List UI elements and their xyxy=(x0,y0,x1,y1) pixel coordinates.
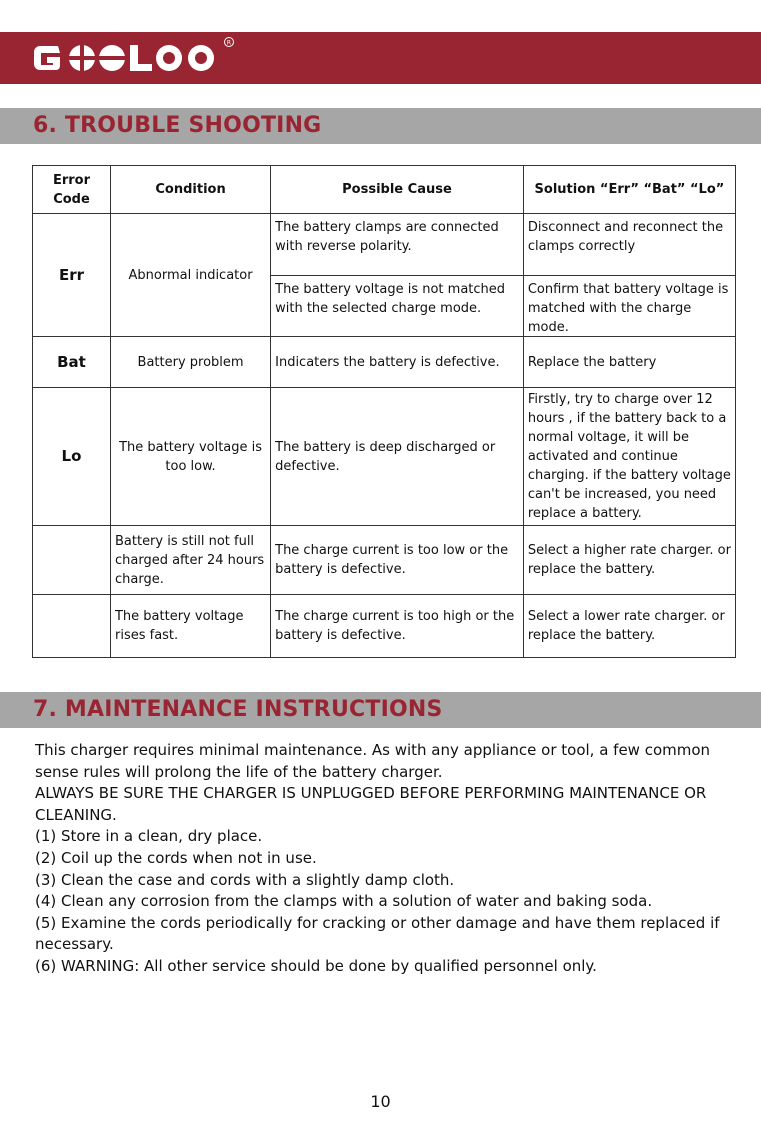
table-row xyxy=(33,337,736,388)
condition-cell: Battery is still not full charged after 24 hours charge. xyxy=(110,526,270,595)
condition-cell: Abnormal indicator xyxy=(110,214,270,337)
maintenance-instructions xyxy=(35,740,735,978)
solution-cell: Replace the battery xyxy=(523,337,735,388)
cause-text: The battery voltage is not matched with the selected charge mode. xyxy=(271,275,523,336)
maintenance-warning: ALWAYS BE SURE THE CHARGER IS UNPLUGGED BEFORE PERFORMING MAINTENANCE OR CLEANING. xyxy=(35,784,707,824)
maintenance-step: (3) Clean the case and cords with a slightly damp cloth. xyxy=(35,870,455,889)
cause-cell: The charge current is too high or the battery is defective. xyxy=(271,595,524,658)
header-possible-cause: Possible Cause xyxy=(271,166,524,214)
error-code-cell: Lo xyxy=(33,388,111,526)
error-code-cell: Bat xyxy=(33,337,111,388)
section-7-title: 7. MAINTENANCE INSTRUCTIONS xyxy=(33,697,443,722)
error-code-cell xyxy=(33,526,111,595)
maintenance-step: (2) Coil up the cords when not in use. xyxy=(35,848,317,867)
brand-logo xyxy=(30,36,240,80)
svg-text:R: R xyxy=(226,39,232,47)
solution-cell xyxy=(523,214,735,337)
table-row xyxy=(33,214,736,337)
error-code-cell xyxy=(33,595,111,658)
solution-text: Confirm that battery voltage is matched with the charge mode. xyxy=(524,275,735,336)
cause-cell: The battery is deep discharged or defective. xyxy=(271,388,524,526)
maintenance-paragraph: This charger requires minimal maintenance. As with any appliance or tool, a few common sense rules will prolong the life of the battery charger. xyxy=(35,741,711,781)
cause-cell: Indicaters the battery is defective. xyxy=(271,337,524,388)
troubleshooting-table xyxy=(32,165,736,658)
table-header-row xyxy=(33,166,736,214)
cause-cell xyxy=(271,214,524,337)
header-error-code: Error Code xyxy=(33,166,111,214)
condition-cell: The battery voltage is too low. xyxy=(110,388,270,526)
table-row xyxy=(33,388,736,526)
condition-cell: The battery voltage rises fast. xyxy=(110,595,270,658)
section-6-title: 6. TROUBLE SHOOTING xyxy=(33,113,322,138)
maintenance-step: (1) Store in a clean, dry place. xyxy=(35,827,263,846)
solution-cell: Select a higher rate charger. or replace the battery. xyxy=(523,526,735,595)
table-row xyxy=(33,526,736,595)
header-solution: Solution “Err” “Bat” “Lo” xyxy=(523,166,735,214)
maintenance-step: (5) Examine the cords periodically for cracking or other damage and have them replaced if necessary. xyxy=(35,913,720,954)
error-code-cell: Err xyxy=(33,214,111,337)
solution-cell: Select a lower rate charger. or replace the battery. xyxy=(523,595,735,658)
page-number: 10 xyxy=(370,1092,391,1111)
cause-cell: The charge current is too low or the battery is defective. xyxy=(271,526,524,595)
table-row xyxy=(33,595,736,658)
header-condition: Condition xyxy=(110,166,270,214)
cause-text: The battery clamps are connected with reverse polarity. xyxy=(275,220,499,254)
gooloo-logo-icon xyxy=(30,36,240,80)
maintenance-step: (4) Clean any corrosion from the clamps with a solution of water and baking soda. xyxy=(35,892,653,911)
solution-text: Disconnect and reconnect the clamps correctly xyxy=(527,220,724,254)
maintenance-step: (6) WARNING: All other service should be done by qualified personnel only. xyxy=(35,956,597,975)
solution-cell: Firstly, try to charge over 12 hours , if the battery back to a normal voltage, it will be activated and continue charging. if the battery voltage can't be increased, you need replace a battery. xyxy=(523,388,735,526)
condition-cell: Battery problem xyxy=(110,337,270,388)
